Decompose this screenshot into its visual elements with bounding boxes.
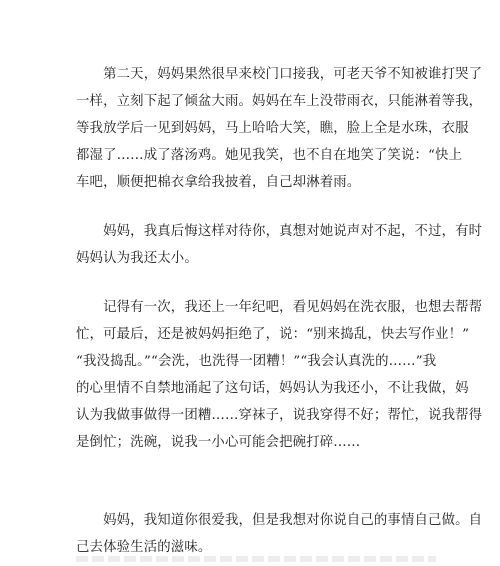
text-line: “我没捣乱。”“会洗，也洗得一团糟！”“我会认真洗的……”我 — [76, 354, 437, 369]
text-line: 妈妈，我知道你很爱我，但是我想对你说自己的事情自己做。自 — [76, 513, 483, 528]
text-line: 第二天，妈妈果然很早来校门口接我，可老天爷不知被谁打哭了 — [76, 67, 483, 82]
text-line: 是倒忙；洗碗，说我一小心可能会把碗打碎…… — [76, 435, 361, 450]
text-line: 记得有一次，我还上一年纪吧，看见妈妈在洗衣服，也想去帮帮 — [76, 300, 483, 315]
paragraph-3 — [76, 294, 483, 456]
text-line: 忙，可最后，还是被妈妈拒绝了，说：“别来捣乱，快去写作业！” — [76, 327, 470, 342]
text-line: 一样，立刻下起了倾盆大雨。妈妈在车上没带雨衣，只能淋着等我， — [76, 94, 483, 109]
paragraph-4 — [76, 507, 483, 561]
paragraph-2 — [76, 218, 483, 272]
text-line: 妈妈认为我还太小。 — [76, 251, 198, 266]
text-line: 认为我做事做得一团糟……穿袜子，说我穿得不好；帮忙，说我帮得 — [76, 408, 483, 423]
cut-off-text-line — [76, 556, 436, 562]
text-line: 己去体验生活的滋味。 — [76, 540, 212, 555]
text-line: 等我放学后一见到妈妈，马上哈哈大笑，瞧，脸上全是水珠，衣服 — [76, 121, 469, 136]
text-line: 妈妈，我真后悔这样对待你，真想对她说声对不起，不过，有时 — [76, 224, 483, 239]
text-line: 都湿了……成了落汤鸡。她见我笑，也不自在地笑了笑说：“快上 — [76, 148, 463, 163]
text-line: 车吧，顺便把棉衣拿给我披着，自己却淋着雨。 — [76, 175, 361, 190]
paragraph-1 — [76, 61, 483, 196]
text-line: 的心里情不自禁地涌起了这句话，妈妈认为我还小，不让我做，妈 — [76, 381, 469, 396]
